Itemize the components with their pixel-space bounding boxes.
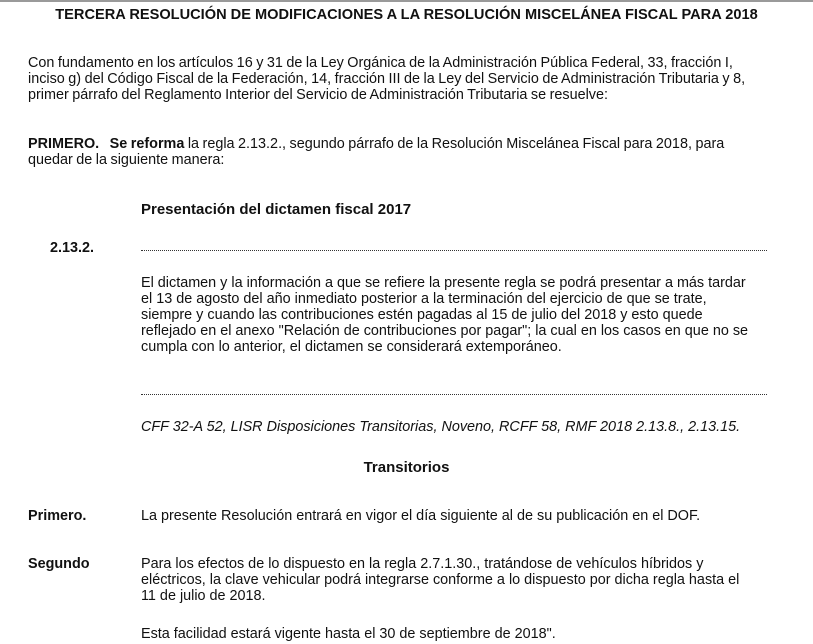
intro-line: inciso g) del Código Fiscal de la Federación, 14, fracción III de la Ley del Servicio de Administración Tributaria y 8,	[28, 71, 746, 87]
rule-number: 2.13.2.	[50, 240, 95, 256]
transitorio-line: Esta facilidad estará vigente hasta el 30 de septiembre de 2018".	[141, 626, 556, 642]
rule-body-line: El dictamen y la información a que se refiere la presente regla se podrá presentar a más tardar	[141, 275, 746, 291]
transitorio-line: eléctricos, la clave vehicular podrá integrarse conforme a lo dispuesto por dicha regla hasta el	[141, 572, 740, 588]
document-title: TERCERA RESOLUCIÓN DE MODIFICACIONES A LA RESOLUCIÓN MISCELÁNEA FISCAL PARA 2018	[55, 7, 758, 23]
transitorio-text-segundo	[141, 556, 781, 604]
transitorio-label-segundo: Segundo	[28, 556, 90, 572]
primero-action: Se reforma	[109, 136, 185, 152]
dotted-separator	[141, 250, 767, 251]
rule-body-line: cumpla con lo anterior, el dictamen se considerará extemporáneo.	[141, 339, 562, 355]
transitorio-line: Para los efectos de lo dispuesto en la regla 2.7.1.30., tratándose de vehículos híbridos y	[141, 556, 704, 572]
primero-label: PRIMERO.	[28, 136, 100, 152]
primero-paragraph	[28, 136, 788, 168]
top-rule	[0, 0, 813, 2]
transitorio-line: 11 de julio de 2018.	[141, 588, 266, 604]
primero-text: la regla 2.13.2., segundo párrafo de la Resolución Miscelánea Fiscal para 2018, para	[184, 136, 725, 152]
intro-line: Con fundamento en los artículos 16 y 31 de la Ley Orgánica de la Administración Pública Federal, 33, fracción I,	[28, 55, 733, 71]
rule-body-line: reflejado en el anexo "Relación de contribuciones por pagar"; la cual en los casos en que no se	[141, 323, 749, 339]
rule-heading: Presentación del dictamen fiscal 2017	[141, 201, 412, 218]
rule-references: CFF 32-A 52, LISR Disposiciones Transitorias, Noveno, RCFF 58, RMF 2018 2.13.8., 2.13.15.	[141, 419, 741, 435]
rule-body-line: siempre y cuando las contribuciones estén pagadas al 15 de julio del 2018 y esto quede	[141, 307, 703, 323]
transitorio-label-primero: Primero.	[28, 508, 87, 524]
primero-line-2: quedar de la siguiente manera:	[28, 152, 225, 168]
rule-body	[141, 275, 771, 355]
primero-line	[28, 136, 788, 152]
intro-line: primer párrafo del Reglamento Interior del Servicio de Administración Tributaria se resuelve:	[28, 87, 608, 103]
intro-paragraph	[28, 55, 788, 103]
transitorio-extra-line	[141, 626, 781, 642]
transitorio-line: La presente Resolución entrará en vigor el día siguiente al de su publicación en el DOF.	[141, 508, 701, 524]
transitorio-text-primero	[141, 508, 781, 524]
rule-body-line: el 13 de agosto del año inmediato posterior a la terminación del ejercicio de que se trate,	[141, 291, 707, 307]
transitorios-heading: Transitorios	[363, 459, 450, 476]
dotted-separator	[141, 394, 767, 395]
